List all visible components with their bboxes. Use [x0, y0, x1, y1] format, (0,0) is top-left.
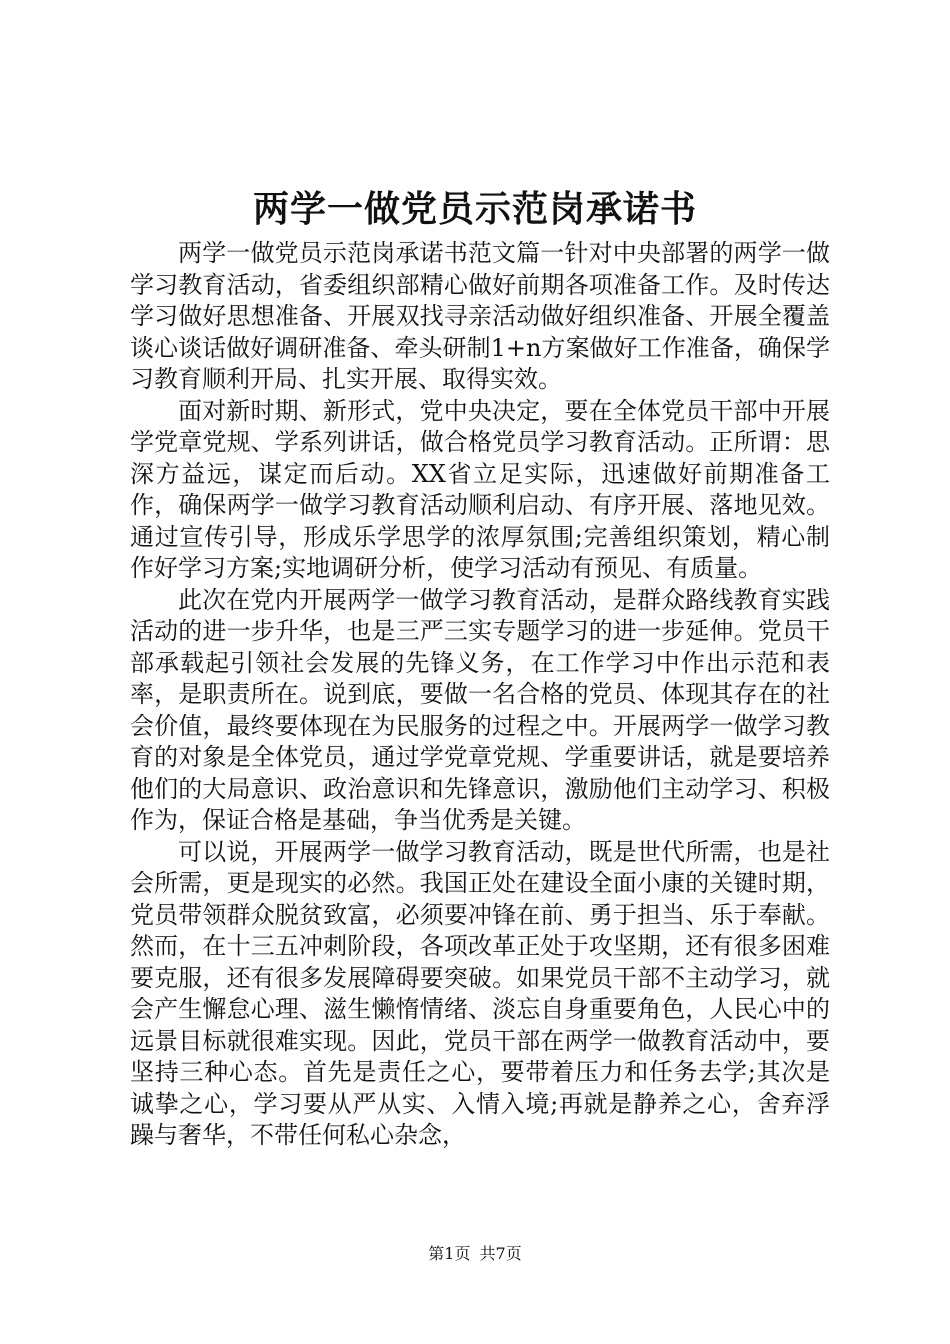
document-title: 两学一做党员示范岗承诺书	[252, 188, 697, 230]
paragraph: 面对新时期、新形式，党中央决定，要在全体党员干部中开展学党章党规、学系列讲话，做合格党员学习教育活动。正所谓：思深方益远，谋定而后动。XX省立足实际，迅速做好前期准备工作，确保两学一做学习教育活动顺利启动、有序开展、落地见效。通过宣传引导，形成乐学思学的浓厚氛围;完善组织策划，精心制作好学习方案;实地调研分析，使学习活动有预见、有质量。	[130, 396, 830, 582]
page-number: 第1页	[428, 1244, 471, 1263]
paragraph: 可以说，开展两学一做学习教育活动，既是世代所需，也是社会所需，更是现实的必然。我国正处在建设全面小康的关键时期，党员带领群众脱贫致富，必须要冲锋在前、勇于担当、乐于奉献。然而，在十三五冲刺阶段，各项改革正处于攻坚期，还有很多困难要克服，还有很多发展障碍要突破。如果党员干部不主动学习，就会产生懈怠心理、滋生懒惰情绪、淡忘自身重要角色，人民心中的远景目标就很难实现。因此，党员干部在两学一做教育活动中，要坚持三种心态。首先是责任之心，要带着压力和任务去学;其次是诚挚之心，学习要从严从实、入情入境;再就是静养之心，舍弃浮躁与奢华，不带任何私心杂念，	[130, 837, 830, 1149]
page-footer	[0, 1243, 950, 1265]
page-total: 共7页	[479, 1244, 522, 1263]
paragraph: 两学一做党员示范岗承诺书范文篇一针对中央部署的两学一做学习教育活动，省委组织部精心做好前期各项准备工作。及时传达学习做好思想准备、开展双找寻亲活动做好组织准备、开展全覆盖谈心谈话做好调研准备、牵头研制1+n方案做好工作准备，确保学习教育顺利开局、扎实开展、取得实效。	[130, 239, 830, 393]
document-body	[130, 238, 830, 1152]
paragraph: 此次在党内开展两学一做学习教育活动，是群众路线教育实践活动的进一步升华，也是三严三实专题学习的进一步延伸。党员干部承载起引领社会发展的先锋义务，在工作学习中作出示范和表率，是职责所在。说到底，要做一名合格的党员、体现其存在的社会价值，最终要体现在为民服务的过程之中。开展两学一做学习教育的对象是全体党员，通过学党章党规、学重要讲话，就是要培养他们的大局意识、政治意识和先锋意识，激励他们主动学习、积极作为，保证合格是基础，争当优秀是关键。	[130, 585, 830, 834]
